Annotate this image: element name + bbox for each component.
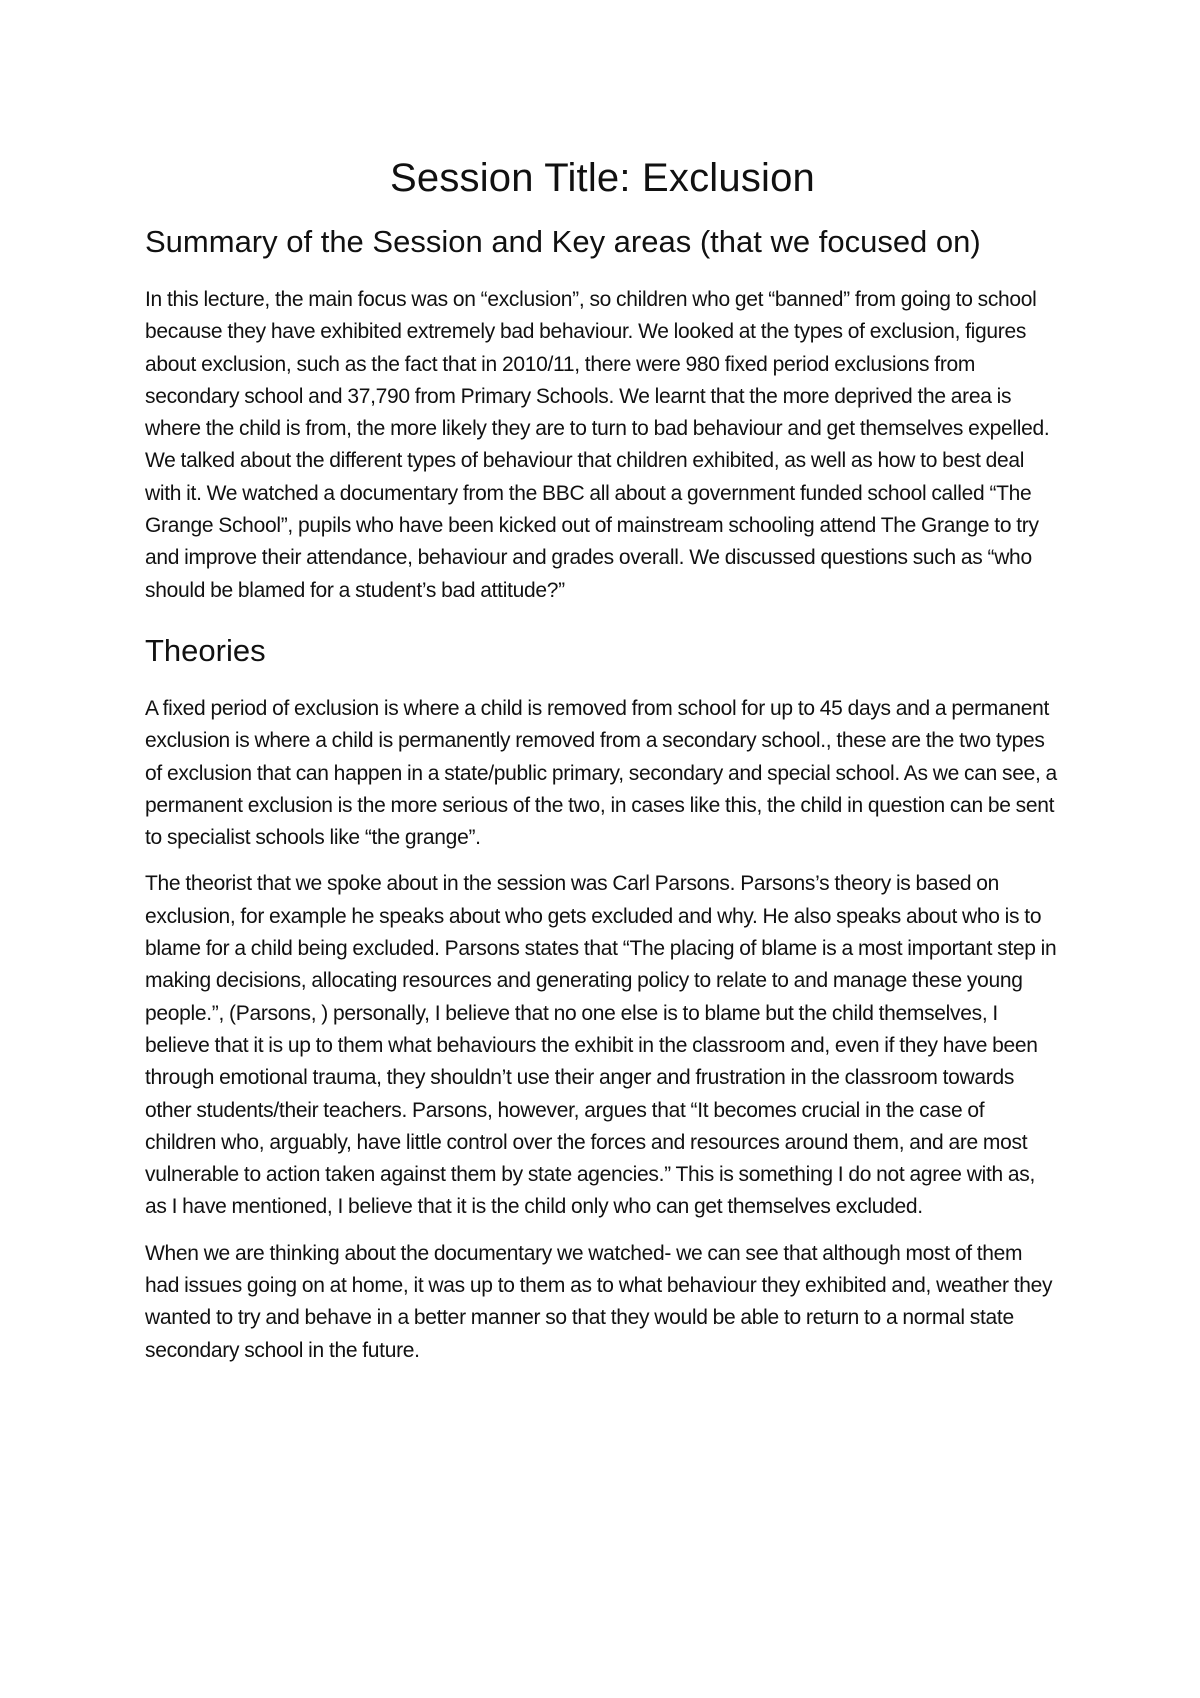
section-heading-summary: Summary of the Session and Key areas (that we focused on) — [145, 224, 981, 259]
document-title: Session Title: Exclusion — [390, 156, 815, 200]
theories-paragraph-parsons: The theorist that we spoke about in the session was Carl Parsons. Parsons’s theory is based on exclusion, for example he speaks about who gets excluded and why. He also speaks about who is to blame for a child being excluded. Parsons states that “The placing of blame is a most important step in making decisions, allocating resources and generating policy to relate to and manage these young people.”, (Parsons, ) personally, I believe that no one else is to blame but the child themselves, I believe that it is up to them what behaviours the exhibit in the classroom and, even if they have been through emotional trauma, they shouldn’t use their anger and frustration in the classroom towards other students/their teachers. Parsons, however, argues that “It becomes crucial in the case of children who, arguably, have little control over the forces and resources around them, and are most vulnerable to action taken against them by state agencies.” This is something I do not agree with as, as I have mentioned, I believe that it is the child only who can get themselves excluded. — [145, 872, 1057, 1219]
theories-paragraph-exclusion-types: A fixed period of exclusion is where a child is removed from school for up to 45 days and a permanent exclusion is where a child is permanently removed from a secondary school., these are the two types of exclusion that can happen in a state/public primary, secondary and special school. As we can see, a permanent exclusion is the more serious of the two, in cases like this, the child in question can be sent to specialist schools like “the grange”. — [145, 696, 1057, 850]
summary-paragraph: In this lecture, the main focus was on “exclusion”, so children who get “banned” from going to school because they have exhibited extremely bad behaviour. We looked at the types of exclusion, figures about exclusion, such as the fact that in 2010/11, there were 980 fixed period exclusions from secondary school and 37,790 from Primary Schools. We learnt that the more deprived the area is where the child is from, the more likely they are to turn to bad behaviour and get themselves expelled. We talked about the different types of behaviour that children exhibited, as well as how to best deal with it. We watched a documentary from the BBC all about a government funded school called “The Grange School”, pupils who have been kicked out of mainstream schooling attend The Grange to try and improve their attendance, behaviour and grades overall. We discussed questions such as “who should be blamed for a student’s bad attitude?” — [145, 288, 1050, 602]
theories-paragraph-documentary: When we are thinking about the documentary we watched- we can see that although most of them had issues going on at home, it was up to them as to what behaviour they exhibited and, weather they wanted to try and behave in a better manner so that they would be able to return to a normal state secondary school in the future. — [145, 1241, 1053, 1362]
section-heading-theories: Theories — [145, 632, 266, 668]
